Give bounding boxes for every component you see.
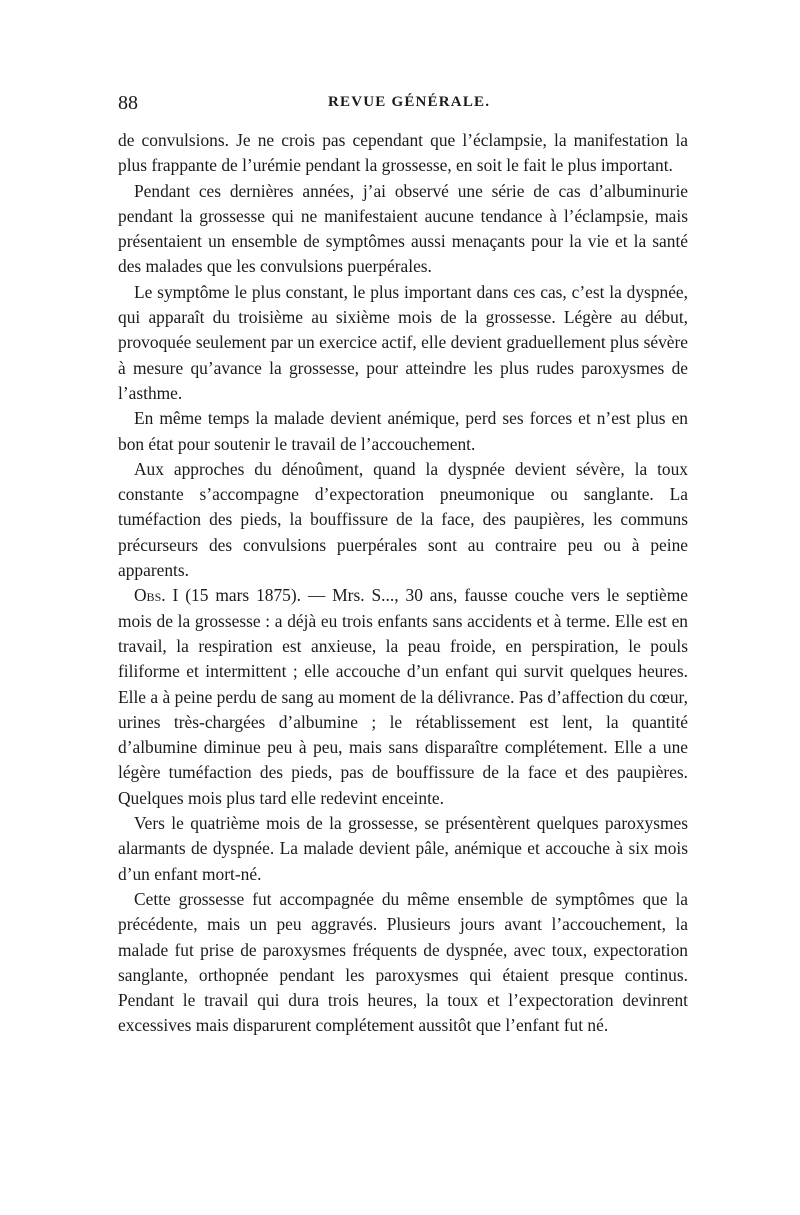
running-title: REVUE GÉNÉRALE.	[328, 94, 491, 110]
paragraph: Aux approches du dénoûment, quand la dyspnée devient sévère, la toux constante s’accompagne d’expectoration pneumonique ou sanglante. La tuméfaction des pieds, la bouffissure de la face, des paupières, les communs précurseurs des convulsions puerpérales sont au contraire peu ou à peine apparents.	[118, 458, 688, 581]
paragraph: Pendant ces dernières années, j’ai observé une série de cas d’albuminurie pendant la grossesse qui ne manifestaient aucune tendance à l’éclampsie, mais présentaient un ensemble de symptômes aussi menaçants pour la vie et la santé des malades que les convulsions puerpérales.	[118, 180, 688, 277]
paragraph: Le symptôme le plus constant, le plus important dans ces cas, c’est la dyspnée, qui apparaît du troisième au sixième mois de la grossesse. Légère au début, provoquée seulement par un exercice actif, elle devient graduellement plus sévère à mesure qu’avance la grossesse, pour atteindre les plus rudes paroxysmes de l’asthme.	[118, 281, 688, 403]
observation-label: Obs. I	[134, 585, 179, 606]
paragraph: En même temps la malade devient anémique, perd ses forces et n’est plus en bon état pour soutenir le travail de l’accouchement.	[118, 408, 688, 454]
page-number: 88	[118, 92, 138, 114]
paragraph-continued: de convulsions. Je ne crois pas cependant que l’éclampsie, la manifestation la plus frappante de l’urémie pendant la grossesse, en soit le fait le plus important.	[118, 130, 688, 176]
running-header	[118, 92, 688, 122]
paragraph: Cette grossesse fut accompagnée du même ensemble de symptômes que la précédente, mais un peu aggravés. Plusieurs jours avant l’accouchement, la malade fut prise de paroxysmes fréquents de dyspnée, avec toux, expectoration sanglante, orthopnée pendant les paroxysmes qui étaient presque continus. Pendant le travail qui dura trois heures, la toux et l’expectoration devinrent excessives mais disparurent complétement aussitôt que l’enfant fut né.	[118, 888, 688, 1036]
body-text	[118, 128, 688, 1039]
observation-text: (15 mars 1875). — Mrs. S..., 30 ans, fausse couche vers le septième mois de la grossesse : a déjà eu trois enfants sans accidents et à terme. Elle est en travail, la respiration est anxieuse, la peau froide, en perspiration, le pouls filiforme et intermittent ; elle accouche d’un enfant qui survit quelques heures. Elle a à peine perdu de sang au moment de la délivrance. Pas d’affection du cœur, urines très-chargées d’albumine ; le rétablissement est lent, la quantité d’albumine diminue peu à peu, mais sans disparaître complétement. Elle a une légère tuméfaction des pieds, pas de bouffissure de la face et des paupières. Quelques mois plus tard elle redevint enceinte.	[118, 585, 688, 808]
paragraph: Vers le quatrième mois de la grossesse, se présentèrent quelques paroxysmes alarmants de dyspnée. La malade devient pâle, anémique et accouche à six mois d’un enfant mort-né.	[118, 813, 688, 884]
observation-paragraph	[118, 583, 688, 811]
